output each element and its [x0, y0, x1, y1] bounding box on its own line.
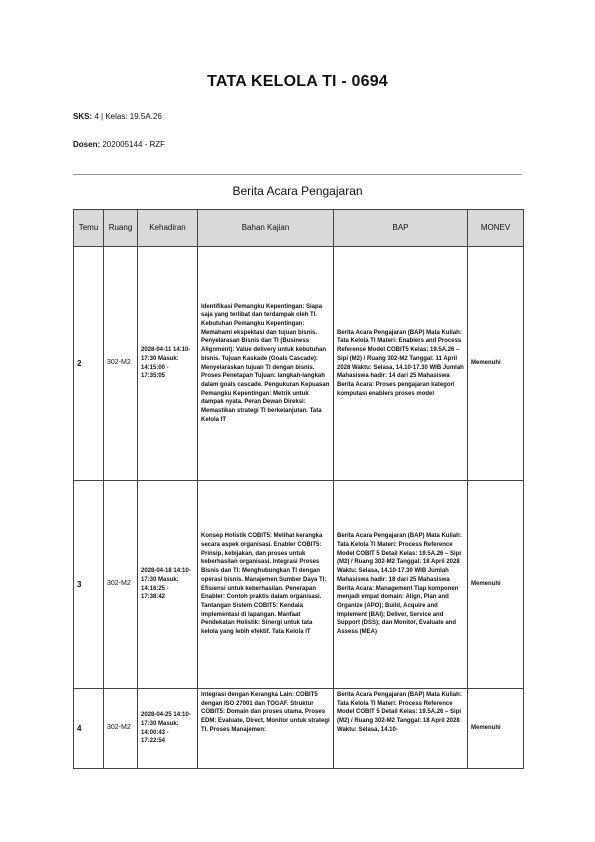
table-row	[74, 481, 524, 689]
cell-bahan-kajian: Identifikasi Pemangku Kepentingan: Siapa saja yang terlibat dan terdampak oleh TI. Kebutuhan Pemangku Kepentingan: Memahami ekspektasi dan tujuan bisnis. Penyelarasan Bisnis dan TI (Business Alignment): Value delivery untuk kebutuhan bisnis. Tujuan Kaskade (Goals Cascade): Menyelaraskan tujuan TI dengan bisnis. Proses Penetapan Tujuan: langkah-langkah dalam goals cascade. Pengukuran Kepuasan Pemangku Kepentingan: Metrik untuk dampak nyata. Peran Dewan Direksi: Memastikan strategi TI berkelanjutan. Tata Kelola IT	[198, 247, 334, 481]
meta-dosen-label: Dosen:	[73, 140, 101, 149]
cell-bahan-kajian: Integrasi dengan Kerangka Lain: COBIT5 dengan ISO 27001 dan TOGAF. Struktur COBIT5: Domain dan proses utama. Proses EDM: Evaluate, Direct, Monitor untuk strategi TI. Proses Manajemen:	[198, 689, 334, 769]
cell-monev: Memenuhi	[468, 247, 524, 481]
bap-table	[73, 209, 524, 769]
header-temu: Temu	[74, 210, 104, 247]
cell-bap: Berita Acara Pengajaran (BAP) Mata Kuliah: Tata Kelola TI Materi: Process Reference Model COBIT 5 Detail Kelas: 19.5A.26 – Sipi (M2) / Ruang 302-M2 Tanggal: 18 April 2028 Waktu: Selasa, 14.10-17.30 WIB Jumlah Mahasiswa hadir: 18 dari 25 Mahasiswa Berita Acara: Management Tiap komponen menjadi empat domain: Align, Plan and Organize (APO); Build, Acquire and Implement (BAI); Deliver, Service and Support (DSS); dan Monitor, Evaluate and Assess (MEA)	[334, 481, 468, 689]
meta-dosen	[73, 140, 165, 149]
meta-sks-label: SKS:	[73, 112, 93, 121]
cell-bap: Berita Acara Pengajaran (BAP) Mata Kuliah: Tata Kelola TI Materi: Enablers and Process Reference Model COBIT5 Kelas: 19.5A.26 – Sipi (M2) / Ruang 302-M2 Tanggal: 11 April 2028 Waktu: Selasa, 14.10-17.30 WIB Jumlah Mahasiswa hadir: 14 dari 25 Mahasiswa Berita Acara: Proses pengajaran kategori komputasi enablers proses model	[334, 247, 468, 481]
header-ruang: Ruang	[104, 210, 138, 247]
header-bap: BAP	[334, 210, 468, 247]
cell-bahan-kajian: Konsep Holistik COBIT5: Melihat kerangka secara aspek organisasi. Enabler COBIT5: Prinsip, kebijakan, dan proses untuk keberhasilan organisasi. Integrasi Proses Bisnis dan TI: Menghubungkan TI dengan operasi bisnis. Manajemen Sumber Daya TI: Efisiensi untuk keberhasilan. Penerapan Enabler: Contoh praktis dalam organisasi. Tantangan Sistem COBIT5: Kendala implementasi di lapangan. Manfaat Pendekatan Holistik: Sinergi untuk tata kelola yang lebih efektif. Tata Kelola IT	[198, 481, 334, 689]
cell-temu: 4	[74, 689, 104, 769]
cell-temu: 2	[74, 247, 104, 481]
cell-kehadiran: 2028-04-11 14:10-17:30 Masuk: 14:15:00 - 17:35:05	[138, 247, 198, 481]
document-title: TATA KELOLA TI - 0694	[207, 73, 388, 90]
cell-kehadiran: 2028-04-18 14:10-17:30 Masuk: 14:16:25 - 17:38:42	[138, 481, 198, 689]
meta-sks-value: 4 | Kelas: 19.5A.26	[92, 112, 162, 121]
cell-ruang: 302-M2	[104, 689, 138, 769]
cell-ruang: 302-M2	[104, 247, 138, 481]
table-header-row	[74, 210, 524, 247]
cell-monev: Memenuhi	[468, 689, 524, 769]
divider	[73, 174, 522, 175]
cell-temu: 3	[74, 481, 104, 689]
cell-monev: Memenuhi	[468, 481, 524, 689]
cell-kehadiran: 2028-04-25 14:10-17:30 Masuk: 14:00:43 - 17:22:54	[138, 689, 198, 769]
table-row	[74, 247, 524, 481]
cell-bap: Berita Acara Pengajaran (BAP) Mata Kuliah: Tata Kelola TI Materi: Process Reference Model COBIT 5 Detail Kelas: 19.5A.26 – Sipi (M2) / Ruang 302-M2 Tanggal: 18 April 2028 Waktu: Selasa, 14.10-	[334, 689, 468, 769]
header-kehadiran: Kehadiran	[138, 210, 198, 247]
meta-dosen-value: 202005144 - RZF	[100, 140, 166, 149]
meta-sks-kelas	[73, 112, 162, 121]
section-title: Berita Acara Pengajaran	[232, 184, 363, 198]
header-bahan-kajian: Bahan Kajian	[198, 210, 334, 247]
table-row	[74, 689, 524, 769]
header-monev: MONEV	[468, 210, 524, 247]
cell-ruang: 302-M2	[104, 481, 138, 689]
